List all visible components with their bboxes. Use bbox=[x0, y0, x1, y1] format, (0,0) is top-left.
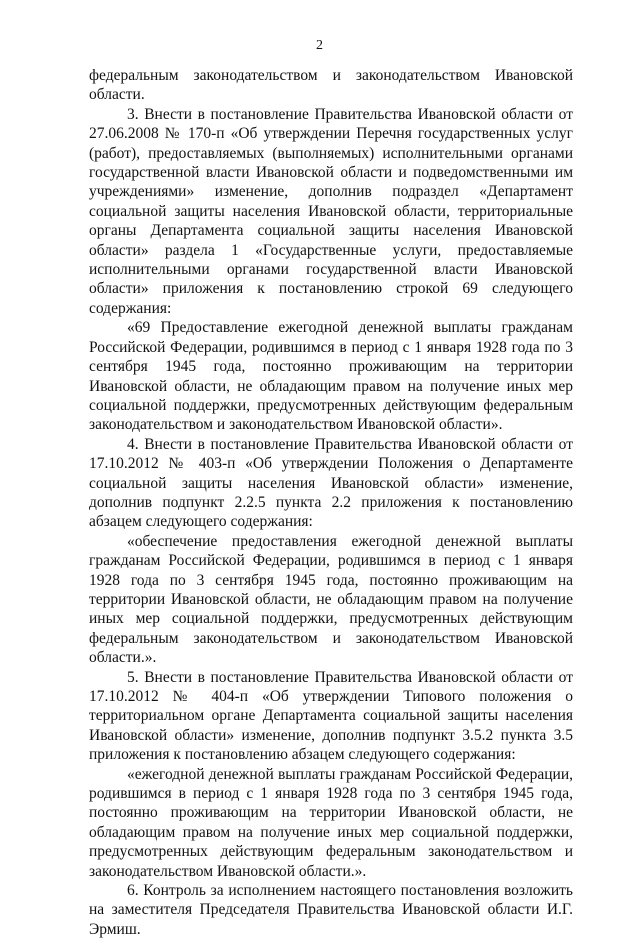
paragraph-item-3: 3. Внести в постановление Правительства Ивановской области от 27.06.2008 № 170-п «Об утверждении Перечня государственных услуг (работ), предоставляемых (выполняемых) исполнительными органами государственной власти Ивановской области и подведомственными им учреждениями» изменение, дополнив подраздел «Департамент социальной защиты населения Ивановской области, территориальные органы Департамента социальной защиты населения Ивановской области» раздела 1 «Государственные услуги, предоставляемые исполнительными органами государственной власти Ивановской области» приложения к постановлению строкой 69 следующего содержания: bbox=[89, 105, 573, 317]
quote-item-4: «обеспечение предоставления ежегодной денежной выплаты гражданам Российской Федерации, родившимся в период с 1 января 1928 года по 3 сентября 1945 года, постоянно проживающим на территории Ивановской области, не обладающим правом на получение иных мер социальной поддержки, предусмотренных действующим федеральным законодательством и законодательством Ивановской области.». bbox=[89, 532, 573, 667]
paragraph-item-4: 4. Внести в постановление Правительства Ивановской области от 17.10.2012 № 403-п «Об утверждении Положения о Департаменте социальной защиты населения Ивановской области» изменение, дополнив подпункт 2.2.5 пункта 2.2 приложения к постановлению абзацем следующего содержания: bbox=[89, 435, 573, 531]
paragraph-item-5: 5. Внести в постановление Правительства Ивановской области от 17.10.2012 № 404-п «Об утверждении Типового положения о территориальном органе Департамента социальной защиты населения Ивановской области» изменение, дополнив подпункт 3.5.2 пункта 3.5 приложения к постановлению абзацем следующего содержания: bbox=[89, 668, 573, 764]
quote-item-5: «ежегодной денежной выплаты гражданам Российской Федерации, родившимся в период с 1 января 1928 года по 3 сентября 1945 года, постоянно проживающим на территории Ивановской области, не обладающим правом на получение иных мер социальной поддержки, предусмотренных действующим федеральным законодательством и законодательством Ивановской области.». bbox=[89, 765, 573, 880]
quote-item-3: «69 Предоставление ежегодной денежной выплаты гражданам Российской Федерации, родившимся в период с 1 января 1928 года по 3 сентября 1945 года, постоянно проживающим на территории Ивановской области, не обладающим правом на получение иных мер социальной поддержки, предусмотренных действующим федеральным законодательством и законодательством Ивановской области». bbox=[89, 319, 573, 434]
paragraph-item-6: 6. Контроль за исполнением настоящего постановления возложить на заместителя Председателя Правительства Ивановской области И.Г. Эрмиш. bbox=[89, 882, 573, 938]
page-number: 2 bbox=[316, 38, 323, 53]
document-body bbox=[89, 66, 573, 939]
paragraph-continuation: федеральным законодательством и законодательством Ивановской области. bbox=[89, 67, 573, 104]
